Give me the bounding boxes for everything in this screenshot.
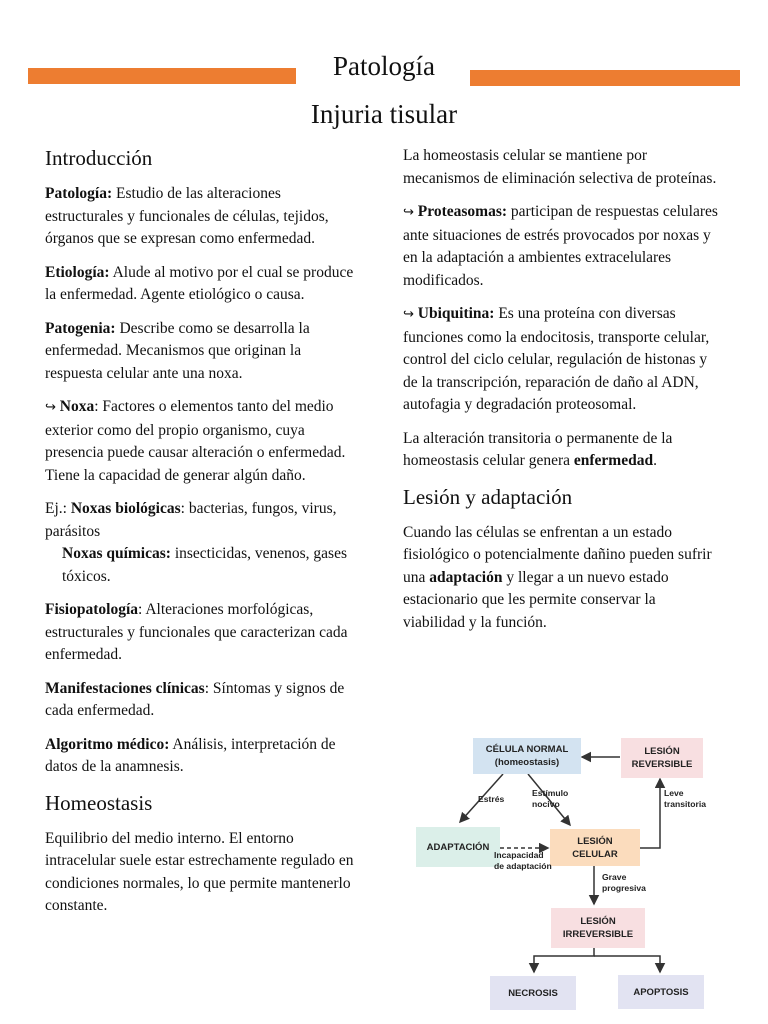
paragraph-patologia: Patología: Estudio de las alteraciones estructurales y funcionales de células, tejidos, órganos que se expresan como enfermedad. xyxy=(45,185,329,247)
term-enfermedad: enfermedad xyxy=(573,452,654,469)
paragraph-alteracion: La alteración transitoria o permanente de la homeostasis celular genera enfermedad. xyxy=(403,429,673,469)
paragraph-lesion-adaptacion: Cuando las células se enfrentan a un estado fisiológico o potencialmente dañino pueden sufrir una adaptación y llegar a un nuevo estado estacionario que les permite conservar la viabilidad y la función. xyxy=(403,523,712,631)
box-necrosis: NECROSIS xyxy=(490,976,576,1010)
term-ubiquitina: Ubiquitina: xyxy=(417,305,495,322)
hook-arrow-icon: ↪ xyxy=(45,400,56,415)
paragraph-patogenia: Patogenia: Describe como se desarrolla la enfermedad. Mecanismos que originan la respuesta celular ante una noxa. xyxy=(45,319,310,382)
label-grave-progresiva: Grave progresiva xyxy=(602,872,646,893)
paragraph-proteasomas: ↪ Proteasomas: participan de respuestas celulares ante situaciones de estrés provocados por noxas y en la adaptación a ambientes extracelulares modificados. xyxy=(403,203,718,289)
paragraph-fisiopatologia: Fisiopatología: Alteraciones morfológicas, estructurales y funcionales que caracterizan cada enfermedad. xyxy=(45,601,348,663)
box-lesion-reversible: LESIÓN REVERSIBLE xyxy=(621,738,703,778)
term-fisiopatologia: Fisiopatología xyxy=(45,601,139,618)
label-estres: Estrés xyxy=(478,794,505,804)
box-adaptacion: ADAPTACIÓN xyxy=(416,827,500,867)
hook-arrow-icon: ↪ xyxy=(403,307,414,322)
term-patologia: Patología: xyxy=(45,185,113,202)
box-lesion-celular: LESIÓN CELULAR xyxy=(550,829,640,866)
paragraph-ubiquitina: ↪ Ubiquitina: Es una proteína con diversas funciones como la endocitosis, transporte celular, control del ciclo celular, regulación de histonas y de la transcripción, reparación de daño al ADN, autofagia y degradación proteosomal. xyxy=(403,305,710,413)
term-etiologia: Etiología: xyxy=(45,263,110,281)
box-apoptosis: APOPTOSIS xyxy=(618,975,704,1009)
term-adaptacion: adaptación xyxy=(429,568,503,586)
arrow-irreversible-to-necrosis xyxy=(534,948,594,972)
arrow-lesion-to-reversible xyxy=(640,779,660,848)
section-heading-lesion-adaptacion: Lesión y adaptación xyxy=(403,484,573,509)
label-incapacidad: Incapacidad de adaptación xyxy=(494,850,552,871)
box-lesion-irreversible: LESIÓN IRREVERSIBLE xyxy=(551,908,645,948)
paragraph-noxa: ↪ Noxa: Factores o elementos tanto del medio exterior como del propio organismo, cuya presencia puede causar alteración o enfermedad. Tiene la capacidad de generar algún daño. xyxy=(45,398,346,484)
term-noxa: Noxa xyxy=(59,398,95,415)
paragraph-ejemplos: Ej.: Noxas biológicas: bacterias, fungos, virus, parásitos xyxy=(45,500,337,540)
left-column xyxy=(45,145,360,929)
section-heading-homeostasis: Homeostasis xyxy=(45,790,153,815)
paragraph-noxas-quimicas: Noxas químicas: insecticidas, venenos, gases tóxicos. xyxy=(62,545,348,585)
term-proteasomas: Proteasomas: xyxy=(417,203,508,220)
term-noxas-biologicas: Noxas biológicas xyxy=(70,500,181,517)
page-title: Patología xyxy=(333,51,435,81)
paragraph-homeostasis: Equilibrio del medio interno. El entorno intracelular suele estar estrechamente regulado en condiciones normales, lo que permite mantenerlo constante. xyxy=(45,829,354,914)
page-subtitle: Injuria tisular xyxy=(310,99,458,129)
term-manifestaciones: Manifestaciones clínicas xyxy=(45,679,205,697)
term-algoritmo: Algoritmo médico: xyxy=(45,735,170,753)
arrow-irreversible-to-apoptosis xyxy=(594,956,660,972)
paragraph-homeostasis-celular: La homeostasis celular se mantiene por mecanismos de eliminación selectiva de proteínas. xyxy=(403,147,717,187)
paragraph-manifestaciones: Manifestaciones clínicas: Síntomas y signos de cada enfermedad. xyxy=(45,679,345,719)
label-leve-transitoria: Leve transitoria xyxy=(664,788,707,809)
label-estimulo-nocivo: Estímulo nocivo xyxy=(532,788,569,809)
section-heading-introduccion: Introducción xyxy=(45,146,153,170)
paragraph-algoritmo: Algoritmo médico: Análisis, interpretación de datos de la anamnesis. xyxy=(45,735,336,775)
cell-injury-diagram xyxy=(408,728,728,1024)
box-celula-normal: CÉLULA NORMAL (homeostasis) xyxy=(473,738,581,774)
right-column xyxy=(403,145,721,645)
term-noxas-quimicas: Noxas químicas: xyxy=(62,545,171,562)
paragraph-etiologia: Etiología: Alude al motivo por el cual se produce la enfermedad. Agente etiológico o causa. xyxy=(45,263,354,303)
hook-arrow-icon: ↪ xyxy=(403,205,414,220)
term-patogenia: Patogenia: xyxy=(45,319,116,337)
